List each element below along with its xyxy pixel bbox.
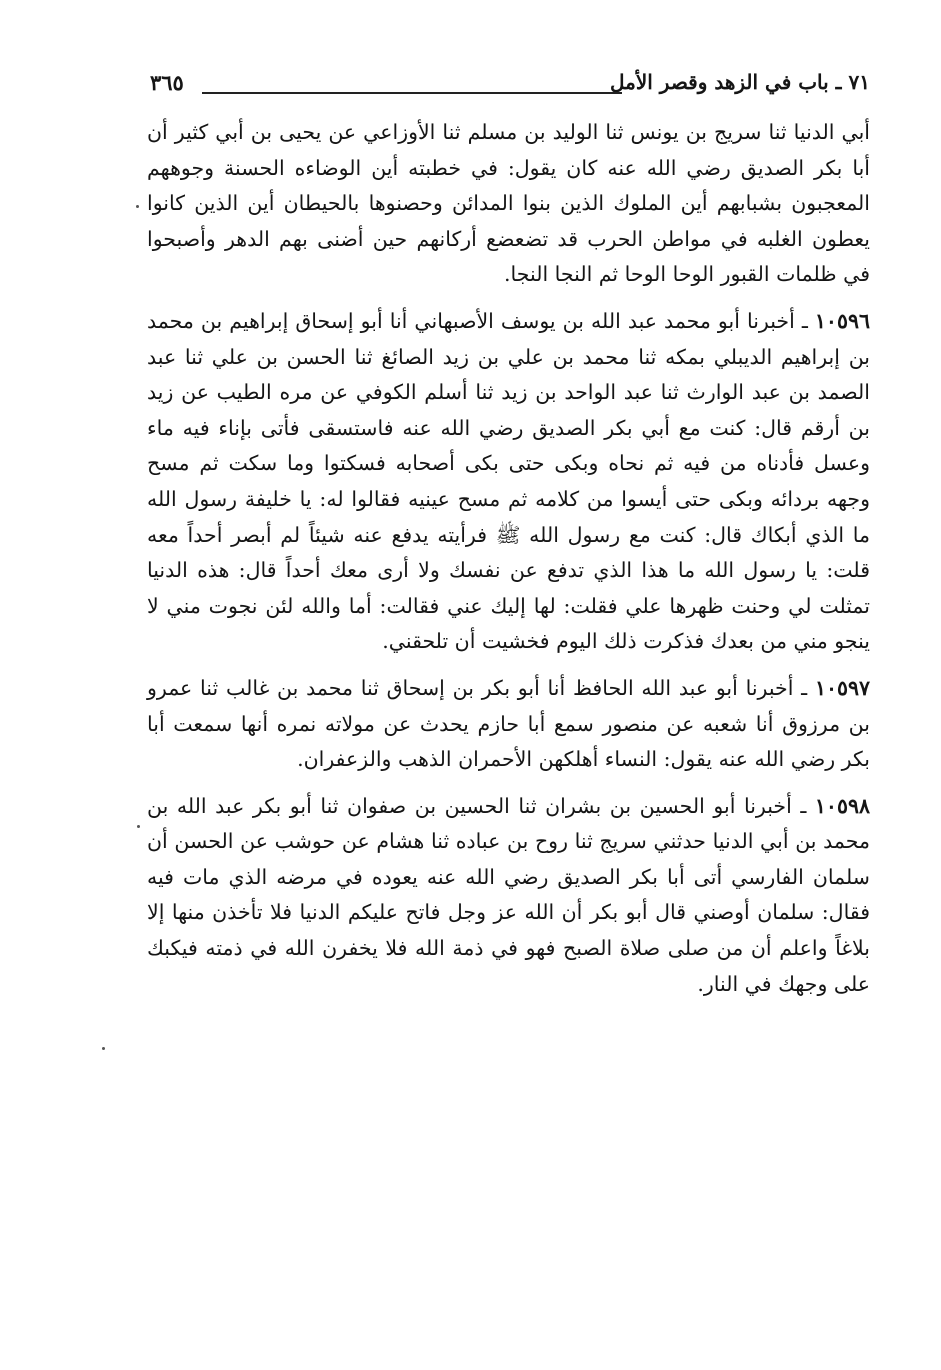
- hadith-10596: [147, 304, 870, 660]
- paragraph-text: ـ أخبرنا أبو محمد عبد الله بن يوسف الأصبهاني أنا أبو إسحاق إبراهيم بن محمد بن إبراهيم الديبلي بمكه ثنا محمد بن علي بن زيد الصائغ ثنا الحسن بن علي ثنا عبد الصمد بن عبد الوارث ثنا عبد الواحد بن زيد ثنا أسلم الكوفي عن مره الطيب عن زيد بن أرقم قال: كنت مع أبي بكر الصديق رضي الله عنه فاستسقى فأتى بإناء فيه ماء وعسل فأدناه من فيه ثم نحاه وبكى حتى بكى أصحابه فسكتوا وما سكت ثم مسح وجهه بردائه وبكى حتى أيسوا من كلامه ثم مسح عينيه فقالوا له: يا خليفة رسول الله ما الذي أبكاك قال: كنت مع رسول الله ﷺ فرأيته يدفع عنه شيئاً لم أبصر أحداً معه قلت: يا رسول الله ما هذا الذي تدفع عن نفسك ولا أرى معك أحداً قال: هذه الدنيا تمثلت لي وحنت ظهرها علي فقلت: لها إليك عني فقالت: أما والله لئن نجوت مني لا ينجو مني من بعدك فذكرت ذلك اليوم فخشيت أن تلحقني.: [147, 308, 870, 654]
- paragraph-continuation: [147, 115, 870, 293]
- body-text: [147, 115, 870, 1002]
- hadith-10597: [147, 671, 870, 778]
- paragraph-text: ـ أخبرنا أبو الحسين بن بشران ثنا الحسين بن صفوان ثنا أبو بكر عبد الله بن محمد بن أبي الدنيا حدثني سريج ثنا روح بن عباده ثنا هشام عن حوشب عن الحسن أن سلمان الفارسي أتى أبا بكر الصديق رضي الله عنه يعوده في مرضه الذي مات فيه فقال: سلمان أوصني قال أبو بكر أن الله عز وجل فاتح عليكم الدنيا فلا تأخذن منها إلا بلاغاً واعلم أن من صلى صلاة الصبح فهو في ذمة الله فلا يخفرن الله في ذمته فيكبك على وجهك في النار.: [147, 793, 870, 996]
- running-title: ٧١ ـ باب في الزهد وقصر الأمل: [610, 70, 870, 94]
- paragraph-text: ـ أخبرنا أبو عبد الله الحافظ أنا أبو بكر بن إسحاق ثنا محمد بن غالب ثنا عمرو بن مرزوق أنا شعبه عن منصور سمع أبا حازم يحدث عن مولاته نمره أنها سمعت أبا بكر رضي الله عنه يقول: النساء أهلكهن الأحمران الذهب والزعفران.: [147, 675, 870, 772]
- hadith-10598: [147, 789, 870, 1003]
- scan-speck: [136, 205, 139, 208]
- hadith-number: ١٠٥٩٧: [814, 675, 870, 700]
- scan-speck: [137, 825, 140, 828]
- page-number: ٣٦٥: [150, 70, 184, 95]
- hadith-number: ١٠٥٩٨: [814, 793, 870, 818]
- scan-speck: [102, 1047, 105, 1050]
- header-rule: [202, 92, 622, 94]
- page-header: [150, 68, 870, 108]
- paragraph-text: أبي الدنيا ثنا سريج بن يونس ثنا الوليد بن مسلم ثنا الأوزاعي عن يحيى بن أبي كثير أن أبا بكر الصديق رضي الله عنه كان يقول: في خطبته أين الوضاءه الحسنة وجوههم المعجبون بشبابهم أين الملوك الذين بنوا المدائن وحصنوها بالحيطان أين الذين كانوا يعطون الغلبه في مواطن الحرب قد تضعضع أركانهم حين أضنى بهم الدهر وأصبحوا في ظلمات القبور الوحا الوحا ثم النجا النجا.: [147, 120, 870, 287]
- hadith-number: ١٠٥٩٦: [814, 308, 870, 333]
